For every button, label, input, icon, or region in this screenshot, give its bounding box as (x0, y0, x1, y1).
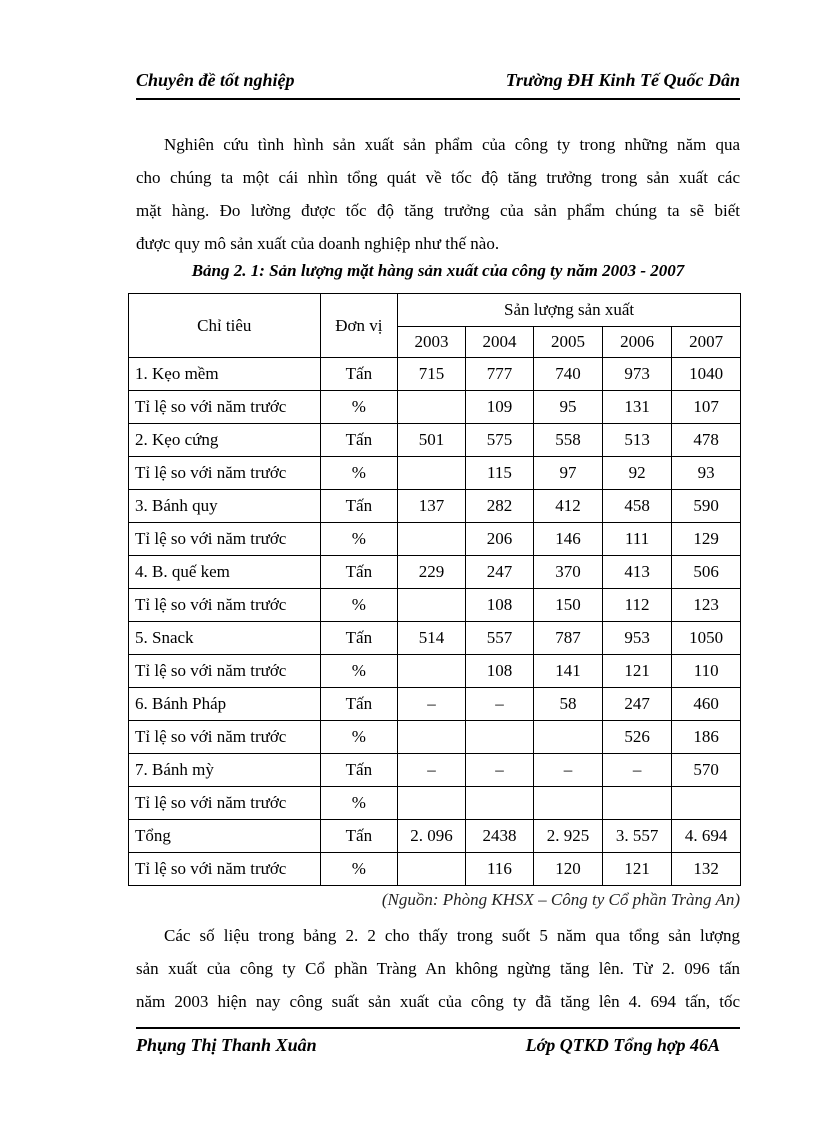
row-unit: % (320, 457, 398, 490)
row-value: 2438 (465, 820, 534, 853)
table-row (129, 820, 741, 853)
row-unit: % (320, 655, 398, 688)
row-value: 1040 (672, 358, 741, 391)
row-value: 120 (534, 853, 603, 886)
analysis-line: Các số liệu trong bảng 2. 2 cho thấy trong suốt 5 năm qua tổng sản lượng (164, 926, 740, 945)
header-year: 2006 (602, 327, 672, 358)
row-value: 460 (672, 688, 741, 721)
row-value (398, 589, 466, 622)
row-indicator: Tỉ lệ so với năm trước (129, 457, 321, 490)
row-value: 247 (465, 556, 534, 589)
row-unit: Tấn (320, 754, 398, 787)
row-value: 107 (672, 391, 741, 424)
header-right-title: Trường ĐH Kinh Tế Quốc Dân (505, 70, 740, 90)
row-value: 115 (465, 457, 534, 490)
row-value: 1050 (672, 622, 741, 655)
row-value (672, 787, 741, 820)
row-value: 95 (534, 391, 603, 424)
table-row (129, 391, 741, 424)
row-value (398, 853, 466, 886)
row-value (398, 523, 466, 556)
row-value: 514 (398, 622, 466, 655)
row-unit: Tấn (320, 622, 398, 655)
row-value: 740 (534, 358, 603, 391)
intro-paragraph (136, 128, 740, 260)
intro-line: mặt hàng. Đo lường được tốc độ tăng trưởng của sản phẩm chúng ta sẽ biết (136, 201, 740, 220)
row-value: 458 (602, 490, 672, 523)
table-source: (Nguồn: Phòng KHSX – Công ty Cổ phần Tràng An) (381, 890, 740, 909)
row-value: 229 (398, 556, 466, 589)
row-value: 58 (534, 688, 603, 721)
row-value (398, 721, 466, 754)
table-row (129, 655, 741, 688)
row-value: 4. 694 (672, 820, 741, 853)
row-value: 108 (465, 589, 534, 622)
row-value: 109 (465, 391, 534, 424)
row-value: 506 (672, 556, 741, 589)
row-indicator: 1. Kẹo mềm (129, 358, 321, 391)
row-value: 129 (672, 523, 741, 556)
table-caption: Bảng 2. 1: Sản lượng mặt hàng sản xuất của công ty năm 2003 - 2007 (191, 261, 685, 280)
row-value (398, 787, 466, 820)
row-indicator: 3. Bánh quy (129, 490, 321, 523)
page-header (136, 68, 740, 100)
row-value: 92 (602, 457, 672, 490)
row-value: 2. 096 (398, 820, 466, 853)
row-unit: Tấn (320, 688, 398, 721)
row-value (602, 787, 672, 820)
table-row (129, 556, 741, 589)
row-value (465, 787, 534, 820)
row-value: 558 (534, 424, 603, 457)
row-value: 973 (602, 358, 672, 391)
table-row (129, 754, 741, 787)
row-value: 478 (672, 424, 741, 457)
table-row (129, 688, 741, 721)
row-value: 121 (602, 853, 672, 886)
row-value (398, 655, 466, 688)
row-value (398, 457, 466, 490)
row-value: 570 (672, 754, 741, 787)
row-unit: Tấn (320, 820, 398, 853)
header-unit: Đơn vị (320, 294, 398, 358)
row-value: 121 (602, 655, 672, 688)
row-unit: % (320, 391, 398, 424)
row-unit: % (320, 721, 398, 754)
row-value: – (465, 754, 534, 787)
page-footer (136, 1027, 740, 1059)
row-value: 123 (672, 589, 741, 622)
row-indicator: Tỉ lệ so với năm trước (129, 787, 321, 820)
row-value (534, 787, 603, 820)
row-value: 513 (602, 424, 672, 457)
row-value: 590 (672, 490, 741, 523)
row-value: – (465, 688, 534, 721)
row-value: 787 (534, 622, 603, 655)
row-value: 953 (602, 622, 672, 655)
row-value: 501 (398, 424, 466, 457)
row-value: 2. 925 (534, 820, 603, 853)
row-indicator: 7. Bánh mỳ (129, 754, 321, 787)
row-indicator: Tổng (129, 820, 321, 853)
analysis-line: năm 2003 hiện nay công suất sản xuất của công ty đã tăng lên 4. 694 tấn, tốc (136, 992, 740, 1011)
row-value: 146 (534, 523, 603, 556)
row-unit: % (320, 523, 398, 556)
row-value: 111 (602, 523, 672, 556)
row-indicator: 5. Snack (129, 622, 321, 655)
row-value: 112 (602, 589, 672, 622)
analysis-line: sản xuất của công ty Cổ phần Tràng An không ngừng tăng lên. Từ 2. 096 tấn (136, 959, 740, 978)
row-value: – (398, 754, 466, 787)
header-year: 2005 (534, 327, 603, 358)
row-value (534, 721, 603, 754)
row-indicator: Tỉ lệ so với năm trước (129, 523, 321, 556)
row-value: 412 (534, 490, 603, 523)
row-value: 108 (465, 655, 534, 688)
row-value: – (534, 754, 603, 787)
row-value: 413 (602, 556, 672, 589)
table-row (129, 622, 741, 655)
row-indicator: Tỉ lệ so với năm trước (129, 721, 321, 754)
row-value: 777 (465, 358, 534, 391)
row-value: – (602, 754, 672, 787)
row-value: 186 (672, 721, 741, 754)
row-indicator: 2. Kẹo cứng (129, 424, 321, 457)
table-row (129, 424, 741, 457)
row-unit: % (320, 853, 398, 886)
header-left-title: Chuyên đề tốt nghiệp (136, 70, 295, 90)
row-unit: Tấn (320, 358, 398, 391)
row-value: 206 (465, 523, 534, 556)
row-indicator: Tỉ lệ so với năm trước (129, 853, 321, 886)
footer-class: Lớp QTKD Tổng hợp 46A (525, 1035, 720, 1055)
footer-author: Phụng Thị Thanh Xuân (136, 1035, 317, 1055)
row-unit: % (320, 787, 398, 820)
row-value: 116 (465, 853, 534, 886)
row-value: 3. 557 (602, 820, 672, 853)
row-value (465, 721, 534, 754)
row-value: 131 (602, 391, 672, 424)
header-year: 2003 (398, 327, 466, 358)
row-unit: Tấn (320, 556, 398, 589)
intro-line: cho chúng ta một cái nhìn tổng quát về tốc độ tăng trưởng trong sản xuất các (136, 168, 740, 187)
header-year: 2007 (672, 327, 741, 358)
header-year: 2004 (465, 327, 534, 358)
row-indicator: Tỉ lệ so với năm trước (129, 589, 321, 622)
table-row (129, 853, 741, 886)
table-row (129, 457, 741, 490)
table-row (129, 787, 741, 820)
row-value: 575 (465, 424, 534, 457)
table-row (129, 358, 741, 391)
row-indicator: Tỉ lệ so với năm trước (129, 391, 321, 424)
row-indicator: 4. B. quế kem (129, 556, 321, 589)
row-value: 247 (602, 688, 672, 721)
table-row (129, 589, 741, 622)
row-value: 97 (534, 457, 603, 490)
row-value: 137 (398, 490, 466, 523)
row-value: 93 (672, 457, 741, 490)
row-value: 282 (465, 490, 534, 523)
row-indicator: 6. Bánh Pháp (129, 688, 321, 721)
row-value: 141 (534, 655, 603, 688)
row-value: 132 (672, 853, 741, 886)
row-value: – (398, 688, 466, 721)
production-table (128, 293, 741, 886)
table-row (129, 721, 741, 754)
row-unit: % (320, 589, 398, 622)
row-value: 557 (465, 622, 534, 655)
row-value: 370 (534, 556, 603, 589)
row-value: 715 (398, 358, 466, 391)
header-output: Sản lượng sản xuất (398, 294, 741, 327)
row-unit: Tấn (320, 490, 398, 523)
row-value (398, 391, 466, 424)
table-row (129, 523, 741, 556)
analysis-paragraph (136, 919, 740, 1018)
row-value: 150 (534, 589, 603, 622)
table-row (129, 490, 741, 523)
row-value: 110 (672, 655, 741, 688)
row-unit: Tấn (320, 424, 398, 457)
intro-line: được quy mô sản xuất của doanh nghiệp như thế nào. (136, 234, 500, 253)
row-indicator: Tỉ lệ so với năm trước (129, 655, 321, 688)
intro-line: Nghiên cứu tình hình sản xuất sản phẩm của công ty trong những năm qua (164, 135, 740, 154)
header-indicator: Chỉ tiêu (129, 294, 321, 358)
row-value: 526 (602, 721, 672, 754)
